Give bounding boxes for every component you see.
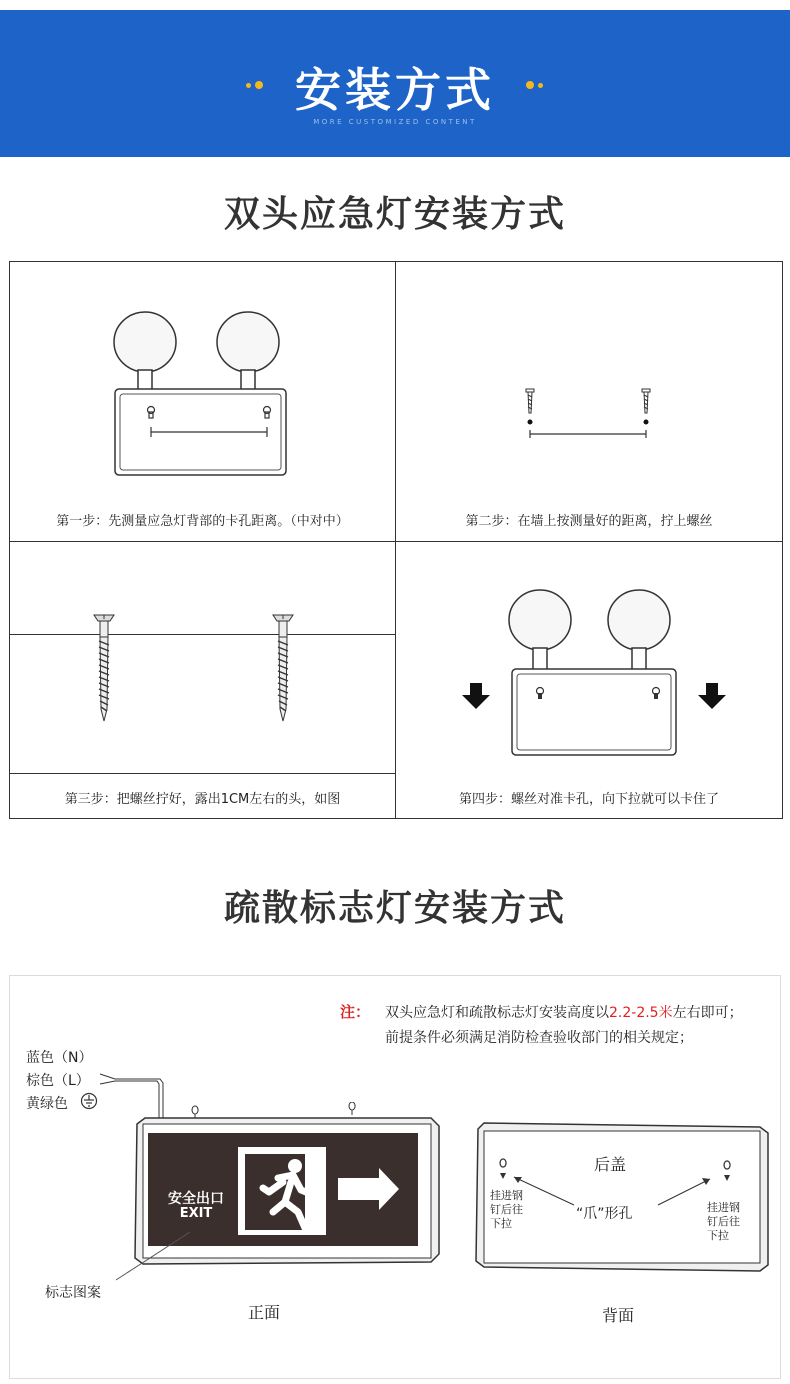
steps-grid xyxy=(9,261,783,819)
exit-sign-en: EXIT xyxy=(179,1206,213,1221)
banner-subtitle: MORE CUSTOMIZED CONTENT xyxy=(313,118,477,126)
pattern-leader-line xyxy=(110,1226,200,1286)
right-hang-note xyxy=(707,1201,740,1243)
note-line2: 前提条件必须满足消防检查验收部门的相关规定； xyxy=(385,1030,693,1046)
section2-title: 疏散标志灯安装方式 xyxy=(223,888,566,929)
note-line1-before: 双头应急灯和疏散标志灯安装高度以 xyxy=(385,1005,609,1021)
note-height-highlight: 2.2-2.5米 xyxy=(609,1005,673,1021)
back-cover-label: 后盖 xyxy=(594,1155,627,1174)
caption-divider xyxy=(10,773,395,774)
step4-hang-illustration xyxy=(450,587,740,757)
right-note-line: 钉后往 xyxy=(707,1215,740,1228)
down-arrow-left-icon xyxy=(462,683,490,709)
step4-caption: 第四步：螺丝对准卡孔，向下拉就可以卡住了 xyxy=(458,792,719,807)
note-line1-after: 左右即可； xyxy=(672,1005,743,1021)
step3-screw-right-icon xyxy=(271,613,295,723)
step2-screw-position-illustration xyxy=(520,387,660,447)
wall-line xyxy=(10,634,395,635)
exit-sign-install-box xyxy=(9,975,781,1379)
exit-sign-cn: 安全出口 xyxy=(168,1191,224,1207)
header-banner xyxy=(0,10,790,157)
left-hang-note xyxy=(490,1189,523,1231)
note-line1 xyxy=(385,1002,743,1022)
back-caption: 背面 xyxy=(602,1306,635,1325)
left-note-line: 下拉 xyxy=(490,1217,512,1230)
right-note-line: 挂进钢 xyxy=(707,1201,740,1214)
claw-hole-label: “爪”形孔 xyxy=(576,1206,633,1222)
front-caption: 正面 xyxy=(248,1303,281,1322)
wire-brown-label: 棕色（L） xyxy=(26,1073,90,1089)
down-arrow-right-icon xyxy=(698,683,726,709)
step1-lamp-back-illustration xyxy=(105,307,305,477)
grid-divider-horizontal xyxy=(10,541,782,542)
step3-screw-left-icon xyxy=(92,613,116,723)
pattern-label: 标志图案 xyxy=(45,1285,101,1301)
wire-blue-label: 蓝色（N） xyxy=(26,1050,93,1066)
banner-title: 安装方式 xyxy=(295,63,495,117)
step1-caption: 第一步：先测量应急灯背部的卡孔距离。（中对中） xyxy=(56,514,349,529)
step2-caption: 第二步：在墙上按测量好的距离，拧上螺丝 xyxy=(465,514,713,529)
right-dots-decoration xyxy=(526,80,552,90)
note-label: 注： xyxy=(340,1003,371,1021)
grid-divider-vertical xyxy=(395,262,396,818)
section1-title: 双头应急灯安装方式 xyxy=(223,194,566,235)
wire-ground-label: 黄绿色 xyxy=(26,1096,68,1112)
left-note-line: 钉后往 xyxy=(490,1203,523,1216)
left-note-line: 挂进钢 xyxy=(490,1189,523,1202)
right-note-line: 下拉 xyxy=(707,1229,729,1242)
step3-caption: 第三步：把螺丝拧好，露出1CM左右的头，如图 xyxy=(64,792,341,807)
